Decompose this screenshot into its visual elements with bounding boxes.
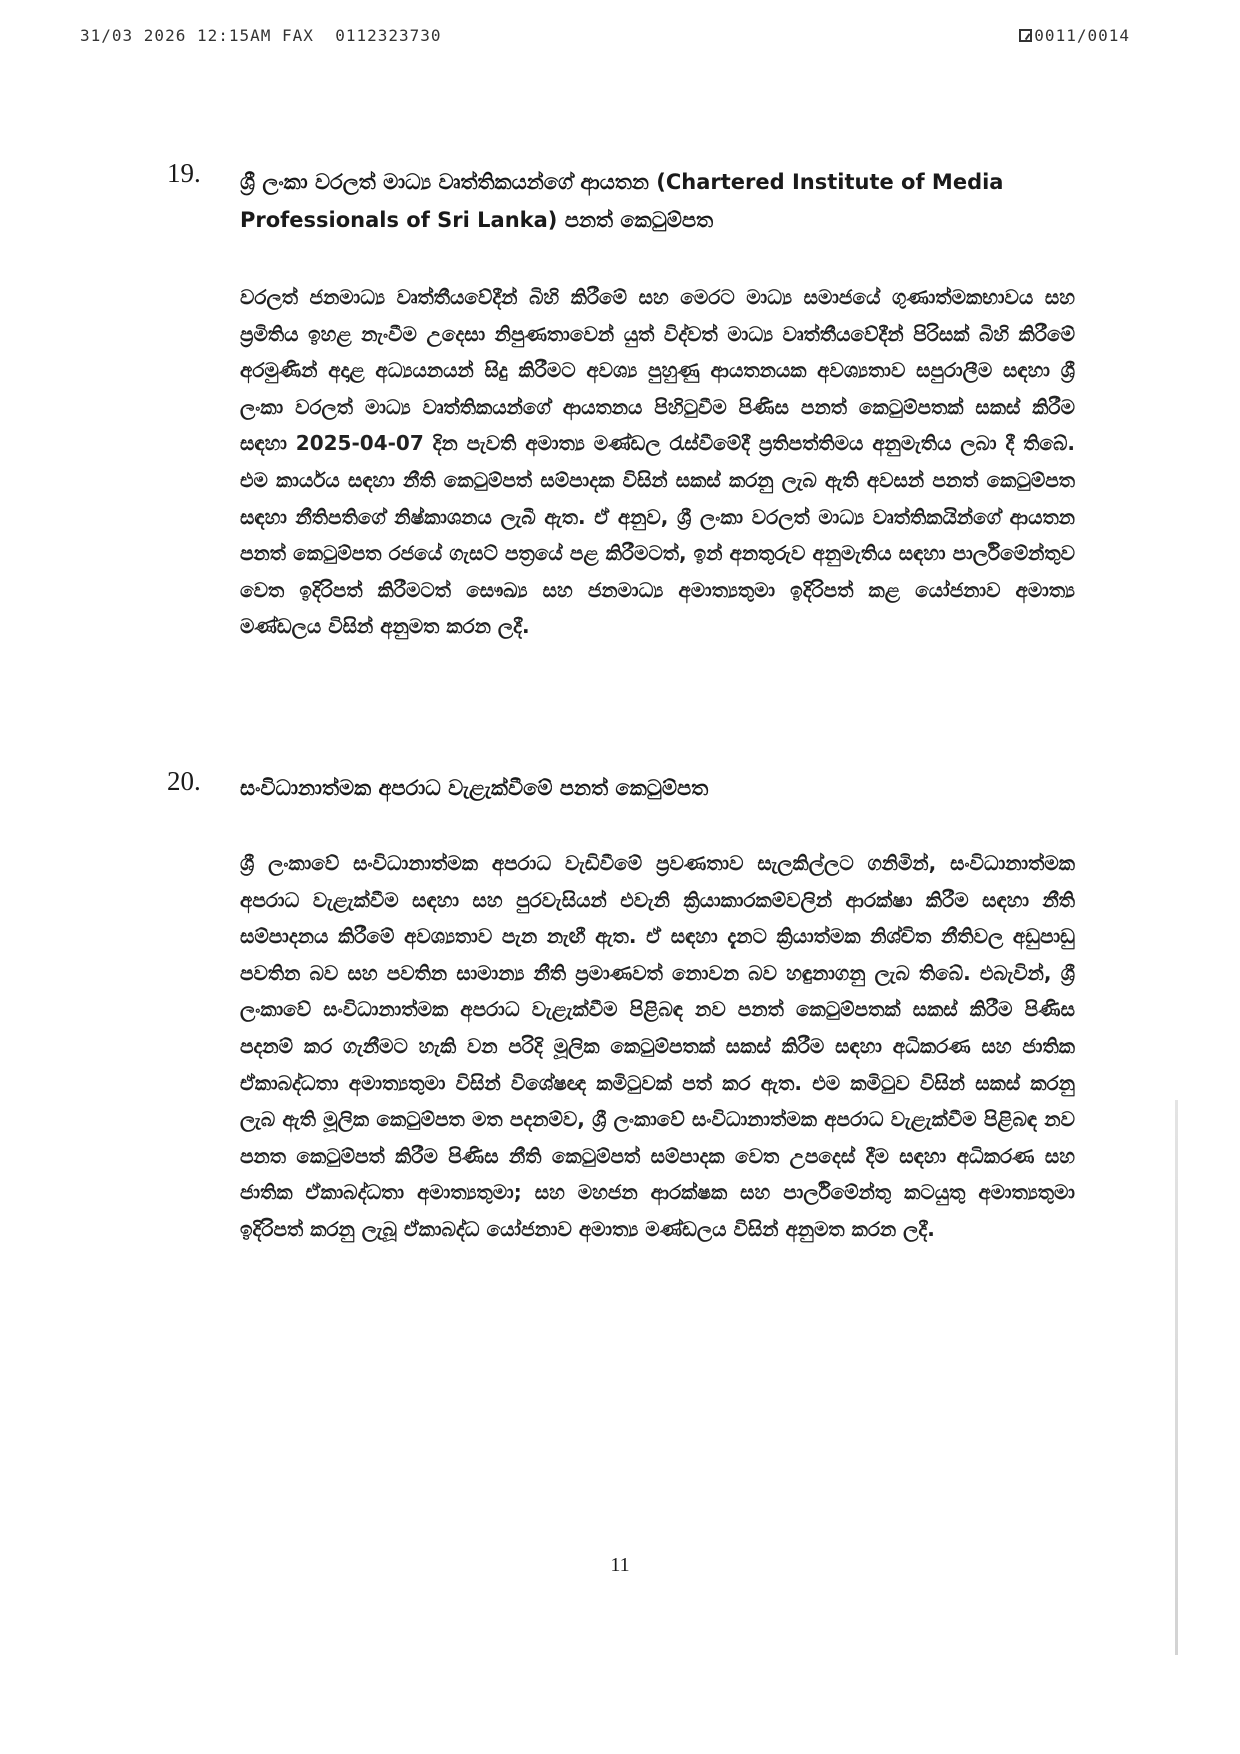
fax-number: 0112323730 bbox=[335, 26, 442, 45]
item-title-20: සංවිධානාත්මක අපරාධ වැළැක්වීමේ පනත් කෙටුම්පත bbox=[240, 776, 709, 800]
item-title-19: ශ්‍රී ලංකා වරලත් මාධ්‍ය වෘත්තිකයන්ගේ ආයතන (Chartered Institute of Media Professionals of Sri Lanka) පනත් කෙටුම්පත bbox=[240, 170, 1004, 232]
fax-header-right bbox=[1019, 26, 1130, 45]
item-body-19: වරලත් ජනමාධ්‍ය වෘත්තීයවේදීන් බිහි කිරීමේ සහ මෙරට මාධ්‍ය සමාජයේ ගුණාත්මකභාවය සහ ප්‍රමිතිය ඉහළ නැංවීම උදෙසා නිපුණතාවෙන් යුත් විද්වත් මාධ්‍ය වෘත්තීයවේදීන් පිරිසක් බිහි කිරීමේ අරමුණින් අදාළ අධ්‍යයනයන් සිදු කිරීමට අවශ්‍ය පුහුණු ආයතනයක අවශ්‍යතාව සපුරාලීම සඳහා ශ්‍රී ලංකා වරලත් මාධ්‍ය වෘත්තිකයන්ගේ ආයතනය පිහිටුවීම පිණිස පනත් කෙටුම්පතක් සකස් කිරීම සඳහා 2025-04-07 දින පැවති අමාත්‍ය මණ්ඩල රැස්වීමේදී ප්‍රතිපත්තිමය අනුමැතිය ලබා දී තිබේ. එම කාර්යය සඳහා නීති කෙටුම්පත් සම්පාදක විසින් සකස් කරනු ලැබ ඇති අවසන් පනත් කෙටුම්පත සඳහා නීතිපතිගේ නිෂ්කාශනය ලැබී ඇත. ඒ අනුව, ශ්‍රී ලංකා වරලත් මාධ්‍ය වෘත්තිකයින්ගේ ආයතන පනත් කෙටුම්පත රජයේ ගැසට් පත්‍රයේ පළ කිරීමටත්, ඉන් අනතුරුව අනුමැතිය සඳහා පාර්ලිමේන්තුව වෙත ඉදිරිපත් කිරීමටත් සෞඛ්‍ය සහ ජනමාධ්‍ය අමාත්‍යතුමා ඉදිරිපත් කළ යෝජනාව අමාත්‍ය මණ්ඩලය විසින් අනුමත කරන ලදී. bbox=[240, 285, 1075, 639]
item-number-19: 19. bbox=[167, 158, 201, 188]
fax-header-left bbox=[80, 26, 442, 45]
item-body-20: ශ්‍රී ලංකාවේ සංවිධානාත්මක අපරාධ වැඩිවීමේ ප්‍රවණතාව සැලකිල්ලට ගනිමින්, සංවිධානාත්මක අපරාධ වැළැක්වීම සඳහා සහ පුරවැසියන් එවැනි ක්‍රියාකාරකම්වලින් ආරක්ෂා කිරීම සඳහා නීති සම්පාදනය කිරීමේ අවශ්‍යතාව පැන නැඟී ඇත. ඒ සඳහා දැනට ක්‍රියාත්මක නිශ්චිත නීතිවල අඩුපාඩු පවතින බව සහ පවතින සාමාන්‍ය නීති ප්‍රමාණවත් නොවන බව හඳුනාගනු ලැබ තිබේ. එබැවින්, ශ්‍රී ලංකාවේ සංවිධානාත්මක අපරාධ වැළැක්වීම පිළිබඳ නව පනත් කෙටුම්පතක් සකස් කිරීම පිණිස පදනම් කර ගැනීමට හැකි වන පරිදි මූලික කෙටුම්පතක් සකස් කිරීම සඳහා අධිකරණ සහ ජාතික ඒකාබද්ධතා අමාත්‍යතුමා විසින් විශේෂඥ කමිටුවක් පත් කර ඇත. එම කමිටුව විසින් සකස් කරනු ලැබ ඇති මූලික කෙටුම්පත මත පදනම්ව, ශ්‍රී ලංකාවේ සංවිධානාත්මක අපරාධ වැළැක්වීම පිළිබඳ නව පනත කෙටුම්පත් කිරීම පිණිස නීති කෙටුම්පත් සම්පාදක වෙත උපදෙස් දීම සඳහා අධිකරණ සහ ජාතික ඒකාබද්ධතා අමාත්‍යතුමා; සහ මහජන ආරක්ෂක සහ පාර්ලිමේන්තු කටයුතු අමාත්‍යතුමා ඉදිරිපත් කරනු ලැබූ ඒකාබද්ධ යෝජනාව අමාත්‍ය මණ්ඩලය විසින් අනුමත කරන ලදී. bbox=[240, 851, 1075, 1241]
item-number-20: 20. bbox=[167, 766, 201, 796]
page-number: 11 bbox=[610, 1554, 630, 1576]
scan-edge-mark bbox=[1175, 1100, 1178, 1655]
fax-page-counter: 0011/0014 bbox=[1034, 26, 1130, 45]
fax-timestamp: 31/03 2026 12:15AM FAX bbox=[80, 26, 314, 45]
checkbox-icon bbox=[1019, 29, 1032, 42]
fax-header bbox=[80, 26, 1130, 48]
